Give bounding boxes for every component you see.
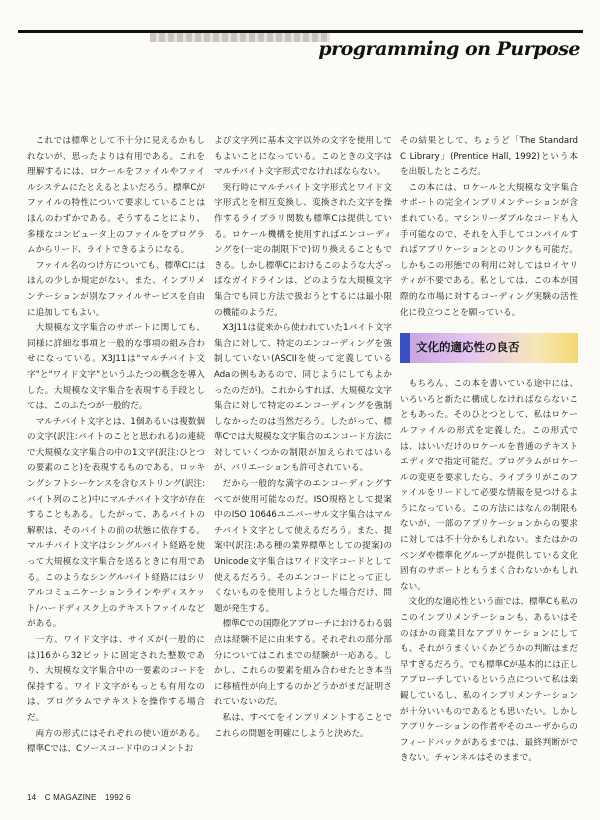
section-heading-box (400, 333, 578, 363)
section-heading-accent (400, 333, 410, 363)
paragraph: 私は、すべてをインプリメントすることでこれらの問題を明確にしようと決めた。 (214, 712, 392, 739)
paragraph: もちろん、この本を書いている途中には、いろいろと新たに構成しなければならないこともあった。そのひとつとして、私はロケールファイルの形式を定義した。この形式では、はいいだけのロケールを普通のテキストエディタで指定可能だ。プログラムがロケールの変更を要求したら、ライブラリがこのファイルをリードして必要な情報を見つけるようになっている。この方法にはなんの制限もないが、一部のアプリケーションからの要求に対しては不十分かもしれない。またはかのベンダや標準化グループが提供している文化固有のサポートともうまく合わないかもしれない。 (400, 379, 578, 592)
paragraph: マルチバイト文字とは、1個あるいは複数個の文字(訳注:バイトのことと思われる)の連続で大規模な文字集合の中の1文字(訳注:ひとつの要素のこと)を表現するものである。ロッキングシフトシーケンスを含むストリング(訳注:バイト列のこと)中にマルチバイト文字が存在することもある。したがって、あるバイトの解釈は、そのバイトの前の状態に依存する。マルチバイト文字はシングルバイト経路を使って大規模な文字集合を送るときに有用である。このようなシングルバイト経路にはシリアルコミュニケーションラインやディスケット/ハードディスク上のテキストファイルなどがある。 (27, 416, 205, 630)
page-footer (27, 793, 137, 802)
page-number: 14 (27, 793, 37, 802)
text-column-1 (27, 134, 205, 758)
section-heading: 文化的適応性の良否 (416, 340, 520, 355)
text-column-2 (214, 134, 392, 742)
column-title: programming on Purpose (318, 38, 580, 60)
magazine-name: C MAGAZINE (44, 793, 97, 802)
section-heading-bar (410, 333, 578, 363)
paragraph: ファイル名のつけ方についても、標準Cにはほんの少しか規定がない。また、インプリメンテーションが別なファイルサービスを自由に追加してもよい。 (27, 260, 205, 318)
paragraph: これでは標準として不十分に見えるかもしれないが、思ったよりは有用である。これを理解するには、ロケールをファイルやファイルシステムにたとえるとよいだろう。標準Cがファイルの特性について要求していることはほんのわずかである。そうすることにより、多様なコンピュータ上のファイルをプログラムからリード、ライトできるようになる。 (27, 136, 205, 256)
paragraph: だから一般的な満字のエンコーディングすべてが使用可能なのだ。ISO規格として提案中のISO 10646ユニバーサル文字集合はマルチバイト文字として使えるだろう。また、提案中(訳注:ある種の業界標準としての提案)のUnicode文字集合はワイド文字コードとして使えるだろう。そのエンコードにとって正しくないものを使用しようとした場合だけ、問題が発生する。 (214, 479, 392, 614)
paragraph: 文化的な適応性という面では、標準Cも私のこのインプリメンテーションも、あるいはそのほかの商業目なアプリケーションにしても、それがうまくいくかどうかの判断はまだ早すぎるだろう。でも標準Cが基本的には正しアプローチしているという点について私は楽観しているし、私のインプリメンテーションが十分いいものであるとも思いたい。しかしアプリケーションの作者やそのユーザからのフィードバックがあるまでは、最終判断ができない。チャンネルはそのままで。 (400, 597, 578, 764)
paragraph: 両方の形式にはそれぞれの使い道がある。標準Cでは、Cソースコード中のコメントお (27, 728, 205, 755)
text-column-3 (400, 134, 578, 767)
issue-date: 1992 6 (104, 793, 131, 802)
paragraph: その結果として、ちょうど「The Standard C Library」(Prentice Hall, 1992)という本を出版したところだ。 (400, 136, 578, 178)
paragraph: 一方、ワイド文字は、サイズが(一般的には)16から32ビットに固定された整数であり、大規模な文字集合中の一要素のコードを保持する。ワイド文字がもっとも有用なのは、プログラムでテキストを操作する場合だ。 (27, 635, 205, 723)
paragraph: この本には、ロケールと大規模な文字集合サポートの完全インプリメンテーションが含まれている。マシンリーダブルなコードも入手可能なので、それを入手してコンパイルすればアプリケーションとのリンクも可能だ。しかもこの形態での利用に対してはロイヤリティが不要である。私としては、この本が国際的な市場に対するコーディング実験の活性化に役立つことを願っている。 (400, 182, 578, 318)
header-decoration (150, 33, 330, 42)
paragraph: 大規模な文字集合のサポートに関しても、同様に詳細な事項と一般的な事項の組み合わせになっている。X3J11は"マルチバイト文字"と"ワイド文字"というふたつの概念を導入した。大規模な文字集合を表現する手段としては、このふたつが一般的だ。 (27, 323, 205, 412)
paragraph: よび文字列に基本文字以外の文字を使用してもよいことになっている。このときの文字はマルチバイト文字形式でなければならない。 (214, 136, 392, 178)
paragraph: 実行時にマルチバイト文字形式とワイド文字形式とを相互変換し、変換された文字を操作するライブラリ関数も標準Cは提供している。ロケール機構を使用すればエンコーディングを(一定の制限下で)切り換えることもできる。しかし標準Cにおけるこのような大ざっぱなガイドラインは、どのような大規模文字集合でも同じ方法で扱おうとするには最小限の機能のようだ。 (214, 182, 392, 318)
paragraph: X3J11は従来から使われていた1バイト文字集合に対して、特定のエンコーディングを強制していない(ASCIIを使って定義しているAdaの例もあるので、同じようにしてもよかったのだが)。これからすれば、大規模な文字集合に対して特定のエンコーディングを強制しなかったのは当然だろう。したがって、標準Cでは大規模な文字集合のエンコード方法に対していくつかの制限が加えられてはいるが、バリエーションも許可されている。 (214, 323, 392, 474)
paragraph: 標準Cでの国際化アプローチにおけるわる弱点は経験不足に由来する。それぞれの部分部分についてはこれまでの経験が一応ある。しかし、これらの要素を組み合わせたとき本当に移植性が向上するのかどうかがまだ証明されていないのだ。 (214, 619, 392, 708)
